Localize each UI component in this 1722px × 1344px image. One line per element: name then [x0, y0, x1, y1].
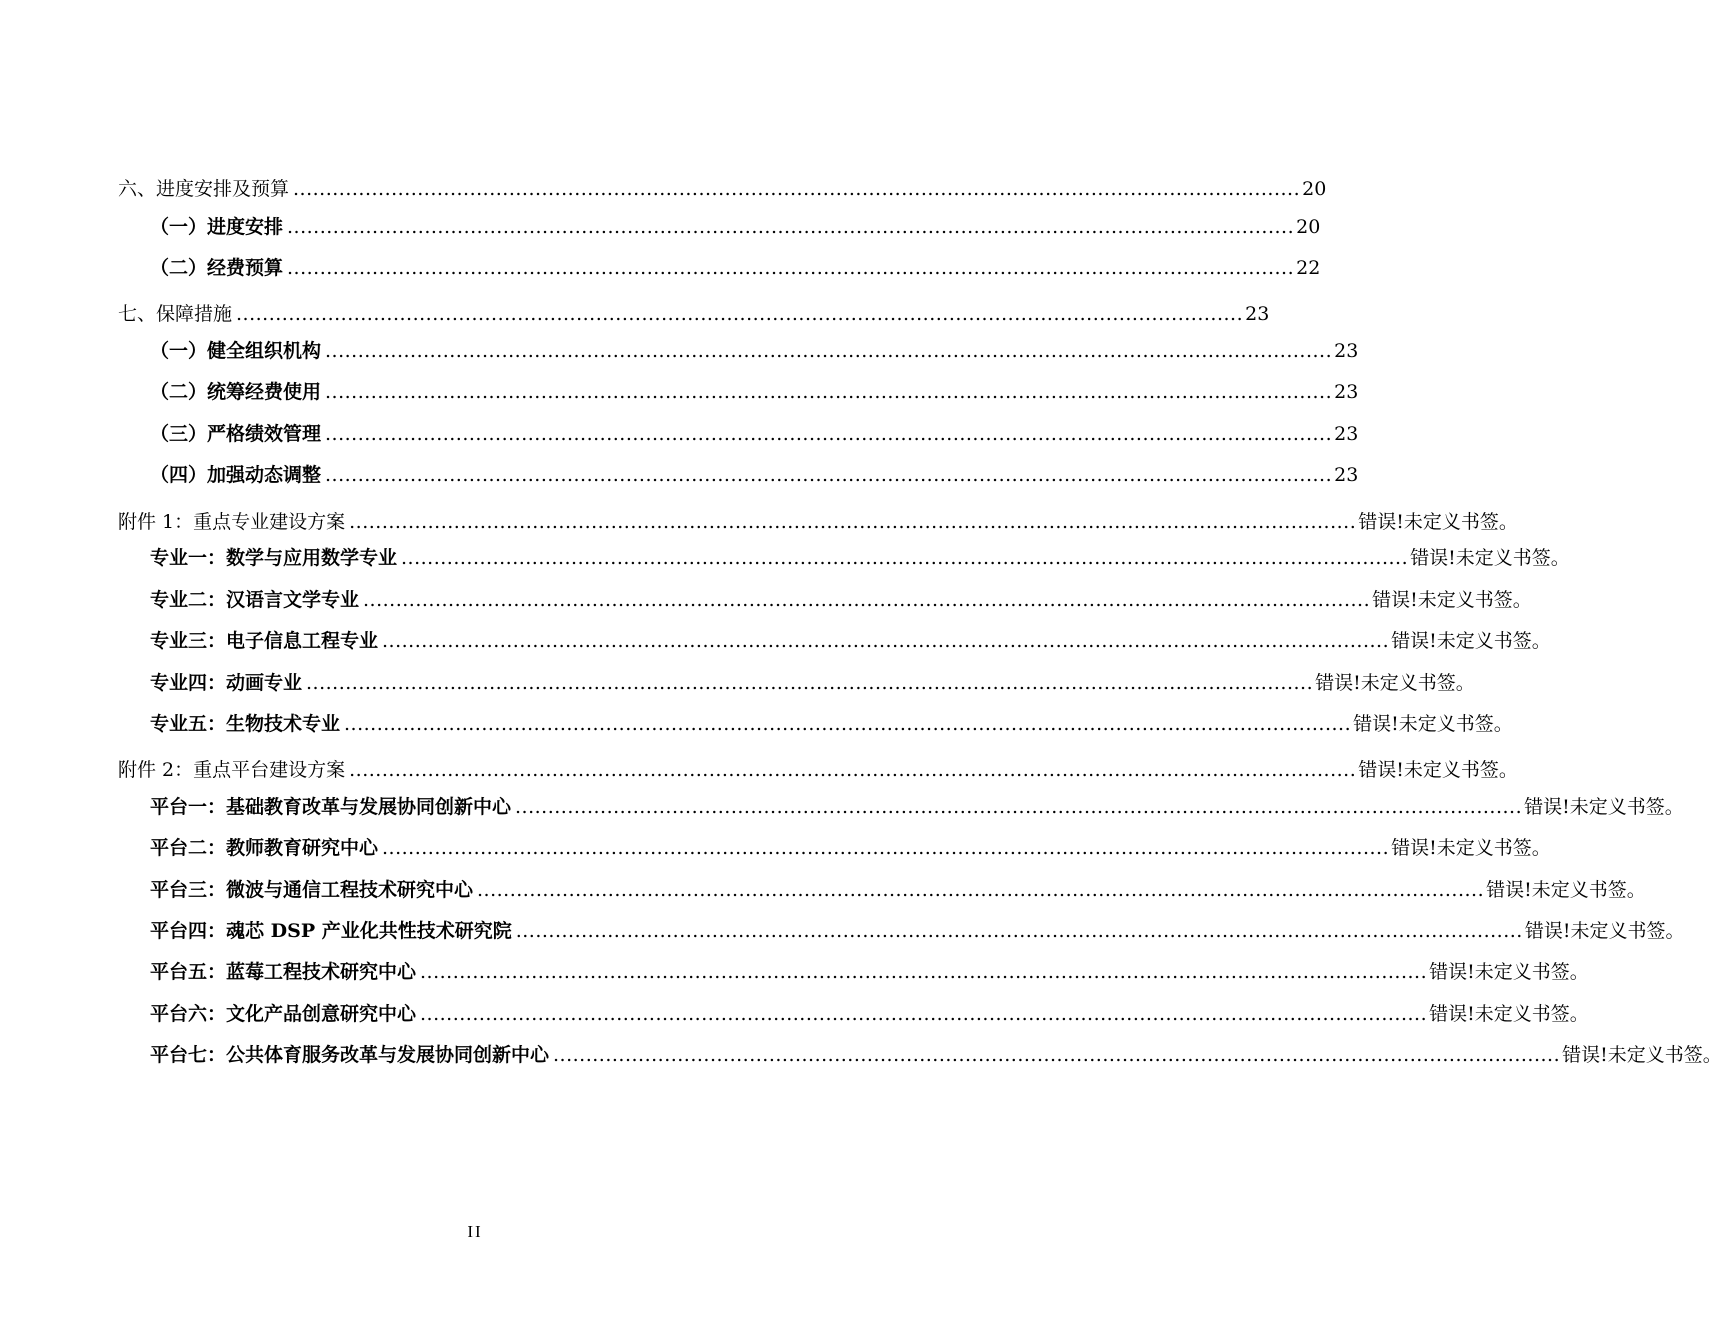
- toc-entry-page: 错误!未定义书签。: [1391, 630, 1551, 652]
- toc-entry[interactable]: [150, 916, 1685, 946]
- toc-entry[interactable]: [118, 174, 1327, 204]
- toc-entry[interactable]: [150, 419, 1359, 449]
- toc-entry[interactable]: [118, 299, 1270, 329]
- toc-entry[interactable]: [150, 460, 1359, 490]
- toc-leader-dots: ..........................................................................................................................................................: [349, 759, 1357, 781]
- toc-entry-page: 错误!未定义书签。: [1524, 920, 1685, 942]
- toc-entry-title: 专业一：数学与应用数学专业: [150, 547, 398, 569]
- toc-entry[interactable]: [150, 543, 1570, 573]
- toc-leader-dots: ..........................................................................................................................................................: [325, 423, 1333, 445]
- toc-entry-title: 平台四：魂芯 DSP 产业化共性技术研究院: [150, 920, 512, 942]
- toc-leader-dots: ..........................................................................................................................................................: [236, 303, 1244, 325]
- toc-entry[interactable]: [150, 377, 1359, 407]
- toc-entry-page: 错误!未定义书签。: [1391, 837, 1551, 859]
- toc-leader-dots: ..........................................................................................................................................................: [553, 1044, 1561, 1066]
- toc-leader-dots: ..........................................................................................................................................................: [287, 257, 1295, 279]
- toc-entry[interactable]: [118, 507, 1518, 537]
- toc-entry-title: （四）加强动态调整: [150, 464, 322, 486]
- toc-entry[interactable]: [150, 585, 1532, 615]
- toc-entry-page: 错误!未定义书签。: [1524, 796, 1684, 818]
- toc-entry-page: 23: [1334, 464, 1359, 486]
- toc-entry[interactable]: [150, 999, 1589, 1029]
- toc-leader-dots: ..........................................................................................................................................................: [515, 920, 1523, 942]
- toc-entry-page: 错误!未定义书签。: [1410, 547, 1570, 569]
- toc-entry-page: 错误!未定义书签。: [1358, 759, 1518, 781]
- page-number: II: [467, 1222, 483, 1241]
- toc-leader-dots: ..........................................................................................................................................................: [401, 547, 1409, 569]
- toc-entry-page: 错误!未定义书签。: [1429, 961, 1589, 983]
- toc-entry-page: 错误!未定义书签。: [1358, 511, 1518, 533]
- toc-entry-page: 错误!未定义书签。: [1486, 879, 1646, 901]
- toc-leader-dots: ..........................................................................................................................................................: [382, 837, 1390, 859]
- toc-entry-title: 平台一：基础教育改革与发展协同创新中心: [150, 796, 512, 818]
- toc-leader-dots: ..........................................................................................................................................................: [349, 511, 1357, 533]
- toc-entry-title: （二）统筹经费使用: [150, 381, 322, 403]
- toc-entry-title: 平台七：公共体育服务改革与发展协同创新中心: [150, 1044, 550, 1066]
- toc-entry-page: 23: [1334, 340, 1359, 362]
- toc-leader-dots: ..........................................................................................................................................................: [325, 340, 1333, 362]
- toc-entry[interactable]: [150, 626, 1551, 656]
- toc-entry[interactable]: [150, 792, 1684, 822]
- toc-entry[interactable]: [150, 668, 1475, 698]
- toc-entry-title: 六、进度安排及预算: [118, 178, 290, 200]
- toc-leader-dots: ..........................................................................................................................................................: [515, 796, 1523, 818]
- toc-entry-title: （一）进度安排: [150, 216, 284, 238]
- toc-leader-dots: ..........................................................................................................................................................: [344, 713, 1352, 735]
- toc-entry[interactable]: [150, 875, 1646, 905]
- toc-entry[interactable]: [150, 709, 1513, 739]
- toc-entry-title: 七、保障措施: [118, 303, 233, 325]
- toc-leader-dots: ..........................................................................................................................................................: [325, 381, 1333, 403]
- toc-entry-page: 23: [1334, 381, 1359, 403]
- toc-entry[interactable]: [150, 1040, 1722, 1070]
- toc-entry-page: 23: [1334, 423, 1359, 445]
- toc-entry-page: 错误!未定义书签。: [1372, 589, 1532, 611]
- toc-entry-title: 附件 1：重点专业建设方案: [118, 511, 346, 533]
- toc-entry-title: 平台二：教师教育研究中心: [150, 837, 379, 859]
- toc-entry[interactable]: [150, 336, 1359, 366]
- toc-entry[interactable]: [150, 833, 1551, 863]
- toc-entry[interactable]: [150, 957, 1589, 987]
- toc-leader-dots: ..........................................................................................................................................................: [420, 961, 1428, 983]
- toc-entry[interactable]: [118, 755, 1518, 785]
- toc-entry-title: 平台三：微波与通信工程技术研究中心: [150, 879, 474, 901]
- toc-leader-dots: ..........................................................................................................................................................: [363, 589, 1371, 611]
- toc-entry-title: 专业三：电子信息工程专业: [150, 630, 379, 652]
- toc-entry-title: 专业四：动画专业: [150, 672, 303, 694]
- toc-entry-title: 专业二：汉语言文学专业: [150, 589, 360, 611]
- toc-entry-page: 23: [1245, 303, 1270, 325]
- toc-leader-dots: ..........................................................................................................................................................: [477, 879, 1485, 901]
- toc-entry-title: （二）经费预算: [150, 257, 284, 279]
- toc-entry-title: 平台六：文化产品创意研究中心: [150, 1003, 417, 1025]
- toc-entry-title: 平台五：蓝莓工程技术研究中心: [150, 961, 417, 983]
- toc-entry-page: 22: [1296, 257, 1321, 279]
- toc-leader-dots: ..........................................................................................................................................................: [306, 672, 1314, 694]
- toc-entry-page: 错误!未定义书签。: [1429, 1003, 1589, 1025]
- toc-entry-page: 20: [1302, 178, 1327, 200]
- toc-leader-dots: ..........................................................................................................................................................: [287, 216, 1295, 238]
- toc-entry-title: （一）健全组织机构: [150, 340, 322, 362]
- toc-entry[interactable]: [150, 253, 1321, 283]
- toc-leader-dots: ..........................................................................................................................................................: [420, 1003, 1428, 1025]
- toc-entry-title: （三）严格绩效管理: [150, 423, 322, 445]
- toc-leader-dots: ..........................................................................................................................................................: [382, 630, 1390, 652]
- toc-leader-dots: ..........................................................................................................................................................: [325, 464, 1333, 486]
- toc-entry-title: 专业五：生物技术专业: [150, 713, 341, 735]
- toc-entry-page: 错误!未定义书签。: [1315, 672, 1475, 694]
- toc-entry-page: 错误!未定义书签。: [1562, 1044, 1722, 1066]
- toc-entry[interactable]: [150, 212, 1321, 242]
- toc-entry-page: 错误!未定义书签。: [1353, 713, 1513, 735]
- toc-entry-page: 20: [1296, 216, 1321, 238]
- toc-entry-title: 附件 2：重点平台建设方案: [118, 759, 346, 781]
- toc-leader-dots: ..........................................................................................................................................................: [293, 178, 1301, 200]
